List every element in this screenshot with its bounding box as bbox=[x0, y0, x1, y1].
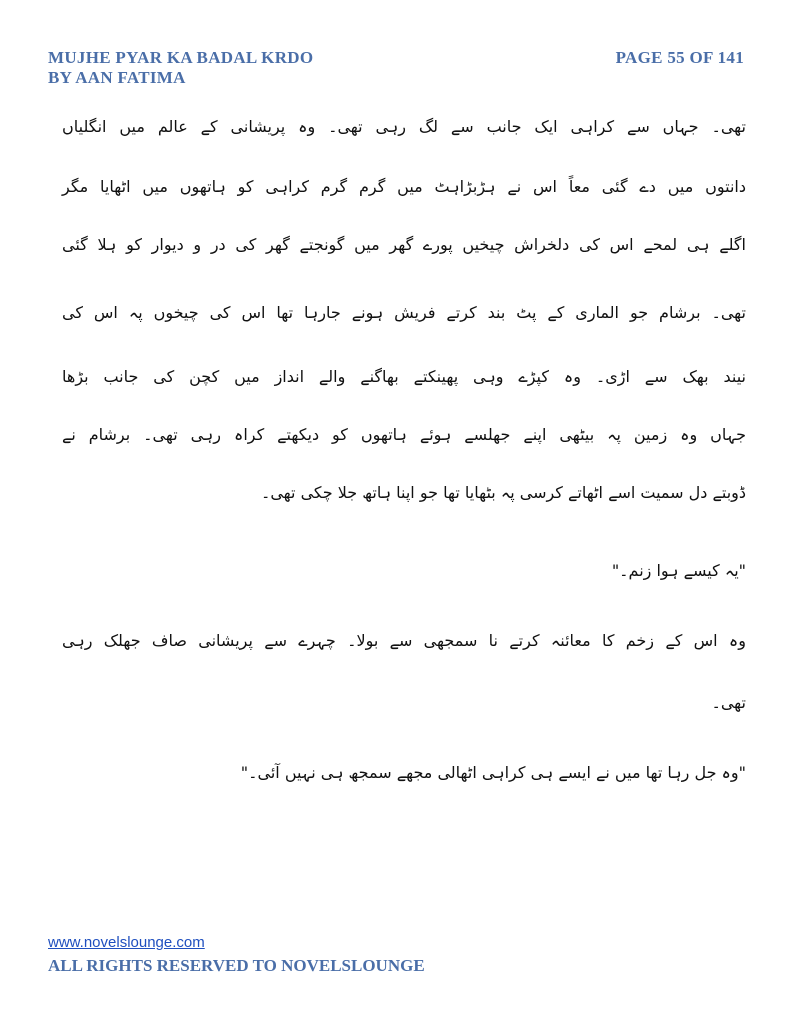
website-link[interactable]: www.novelslounge.com bbox=[48, 934, 205, 951]
text-line: اگلے ہی لمحے اس کی دلخراش چیخیں پورے گھر میں گونجتے گھر کی در و دیوار کو ہلا گئی bbox=[62, 235, 746, 254]
text-line: جہاں وہ زمین پہ بیٹھی اپنے جھلسے ہوئے ہاتھوں کو دیکھتے کراہ رہی تھی۔ برشام نے bbox=[62, 425, 746, 444]
author-byline: BY AAN FATIMA bbox=[48, 68, 186, 87]
text-line: تھی۔ برشام جو الماری کے پٹ بند کرتے فریش ہونے جارہا تھا اس کی چیخوں پہ اس کی bbox=[62, 303, 746, 322]
text-line: ڈوبتے دل سمیت اسے اٹھاتے کرسی پہ بٹھایا تھا جو اپنا ہاتھ جلا چکی تھی۔ bbox=[260, 483, 746, 502]
text-line: دانتوں میں دے گئی معاً اس نے ہڑبڑاہٹ میں گرم گرم کراہی کو ہاتھوں میں اٹھایا مگر bbox=[62, 177, 746, 196]
text-line: نیند بھک سے اڑی۔ وہ کپڑے وہی پھینکتے بھاگنے والے انداز میں کچن کی جانب بڑھا bbox=[62, 367, 746, 386]
text-line: تھی۔ bbox=[711, 693, 746, 712]
book-title: MUJHE PYAR KA BADAL KRDO bbox=[48, 48, 314, 67]
copyright-notice: ALL RIGHTS RESERVED TO NOVELSLOUNGE bbox=[48, 956, 425, 975]
text-line: وہ اس کے زخم کا معائنہ کرتے نا سمجھی سے بولا۔ چہرے سے پریشانی صاف جھلک رہی bbox=[62, 631, 746, 650]
dialogue-line: "وہ جل رہا تھا میں نے ایسے ہی کراہی اٹھالی مجھے سمجھ ہی نہیں آئی۔" bbox=[240, 763, 746, 782]
page-number: PAGE 55 OF 141 bbox=[615, 48, 744, 67]
dialogue-line: "یہ کیسے ہوا زنم۔" bbox=[611, 561, 746, 580]
text-line: تھی۔ جہاں سے کراہی ایک جانب سے لگ رہی تھی۔ وہ پریشانی کے عالم میں انگلیاں bbox=[62, 117, 746, 136]
